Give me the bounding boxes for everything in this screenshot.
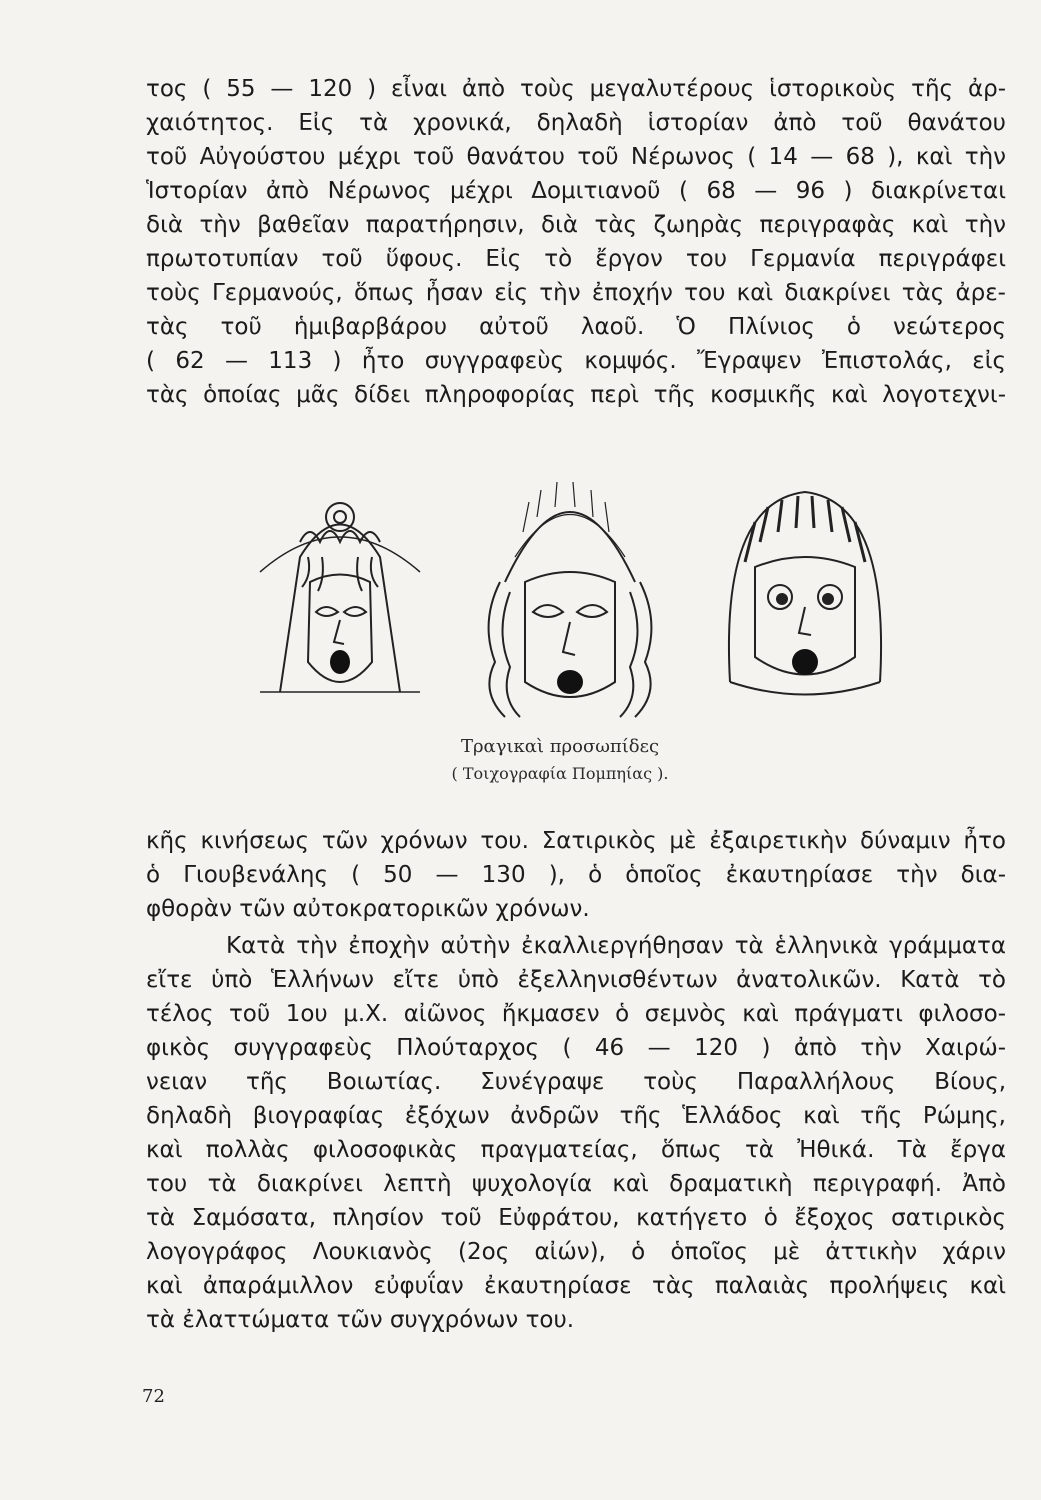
text-line: λογογράφος Λουκιανὸς (2ος αἰών), ὁ ὁποῖος μὲ ἀττικὴν χάριν bbox=[146, 1239, 1006, 1265]
page-number: 72 bbox=[142, 1386, 165, 1407]
tragic-mask-right-image bbox=[710, 462, 900, 702]
tragic-masks-illustration bbox=[240, 462, 900, 732]
text-line: Κατὰ τὴν ἐποχὴν αὐτὴν ἐκαλλιεργήθησαν τὰ ἑλληνικὰ γράμματα bbox=[226, 933, 1006, 959]
tragic-mask-center-image bbox=[465, 462, 675, 732]
text-line: καὶ ἀπαράμιλλον εὐφυΐαν ἐκαυτηρίασε τὰς παλαιὰς προλήψεις καὶ bbox=[146, 1273, 1006, 1299]
text-line: του τὰ διακρίνει λεπτὴ ψυχολογία καὶ δραματικὴ περιγραφή. Ἀπὸ bbox=[146, 1171, 1006, 1197]
text-line: τὰ Σαμόσατα, πλησίον τοῦ Εὐφράτου, κατήγετο ὁ ἔξοχος σατιρικὸς bbox=[146, 1205, 1006, 1231]
text-line: πρωτοτυπίαν τοῦ ὕφους. Εἰς τὸ ἔργον του Γερμανία περιγράφει bbox=[146, 246, 1006, 272]
text-line: τὰς ὁποίας μᾶς δίδει πληροφορίας περὶ τῆς κοσμικῆς καὶ λογοτεχνι- bbox=[146, 382, 1006, 408]
paragraph-3 bbox=[146, 929, 1006, 1337]
text-line: τὰ ἐλαττώματα τῶν συγχρόνων του. bbox=[146, 1307, 575, 1333]
figure-caption-source: ( Τοιχογραφία Πομπηίας ). bbox=[451, 764, 669, 783]
text-line: καὶ πολλὰς φιλοσοφικὰς πραγματείας, ὅπως τὰ Ἠθικά. Τὰ ἔργα bbox=[146, 1137, 1006, 1163]
text-line: χαιότητος. Εἰς τὰ χρονικά, δηλαδὴ ἱστορίαν ἀπὸ τοῦ θανάτου bbox=[146, 110, 1006, 136]
text-line: ὁ Γιουβενάλης ( 50 — 130 ), ὁ ὁποῖος ἐκαυτηρίασε τὴν δια- bbox=[146, 862, 1006, 888]
text-line: ( 62 — 113 ) ἦτο συγγραφεὺς κομψός. Ἔγραψεν Ἐπιστολάς, εἰς bbox=[146, 348, 1006, 374]
text-line: φικὸς συγγραφεὺς Πλούταρχος ( 46 — 120 ) ἀπὸ τὴν Χαιρώ- bbox=[146, 1035, 1006, 1061]
text-line: εἴτε ὑπὸ Ἑλλήνων εἴτε ὑπὸ ἐξελληνισθέντων ἀνατολικῶν. Κατὰ τὸ bbox=[146, 967, 1006, 993]
text-line: δηλαδὴ βιογραφίας ἐξόχων ἀνδρῶν τῆς Ἑλλάδος καὶ τῆς Ρώμης, bbox=[146, 1103, 1006, 1129]
paragraph-2 bbox=[146, 824, 1006, 926]
text-line: τος ( 55 — 120 ) εἶναι ἀπὸ τοὺς μεγαλυτέρους ἱστορικοὺς τῆς ἀρ- bbox=[146, 76, 1006, 102]
tragic-mask-left-image bbox=[240, 462, 440, 722]
text-line: Ἱστορίαν ἀπὸ Νέρωνος μέχρι Δομιτιανοῦ ( 68 — 96 ) διακρίνεται bbox=[146, 178, 1006, 204]
text-line: διὰ τὴν βαθεῖαν παρατήρησιν, διὰ τὰς ζωηρὰς περιγραφὰς καὶ τὴν bbox=[146, 212, 1006, 238]
text-line: νειαν τῆς Βοιωτίας. Συνέγραψε τοὺς Παραλλήλους Βίους, bbox=[146, 1069, 1006, 1095]
text-line: τοῦ Αὐγούστου μέχρι τοῦ θανάτου τοῦ Νέρωνος ( 14 — 68 ), καὶ τὴν bbox=[146, 144, 1006, 170]
text-line: τοὺς Γερμανούς, ὅπως ἦσαν εἰς τὴν ἐποχήν του καὶ διακρίνει τὰς ἀρε- bbox=[146, 280, 1006, 306]
paragraph-1 bbox=[146, 72, 1006, 412]
text-line: κῆς κινήσεως τῶν χρόνων του. Σατιρικὸς μὲ ἐξαιρετικὴν δύναμιν ἦτο bbox=[146, 828, 1006, 854]
text-line: φθορὰν τῶν αὐτοκρατορικῶν χρόνων. bbox=[146, 896, 590, 922]
figure-caption-title: Τραγικαὶ προσωπίδες bbox=[460, 736, 660, 757]
text-line: τὰς τοῦ ἡμιβαρβάρου αὐτοῦ λαοῦ. Ὁ Πλίνιος ὁ νεώτερος bbox=[146, 314, 1006, 340]
text-line: τέλος τοῦ 1ου μ.Χ. αἰῶνος ἤκμασεν ὁ σεμνὸς καὶ πράγματι φιλοσο- bbox=[146, 1001, 1006, 1027]
